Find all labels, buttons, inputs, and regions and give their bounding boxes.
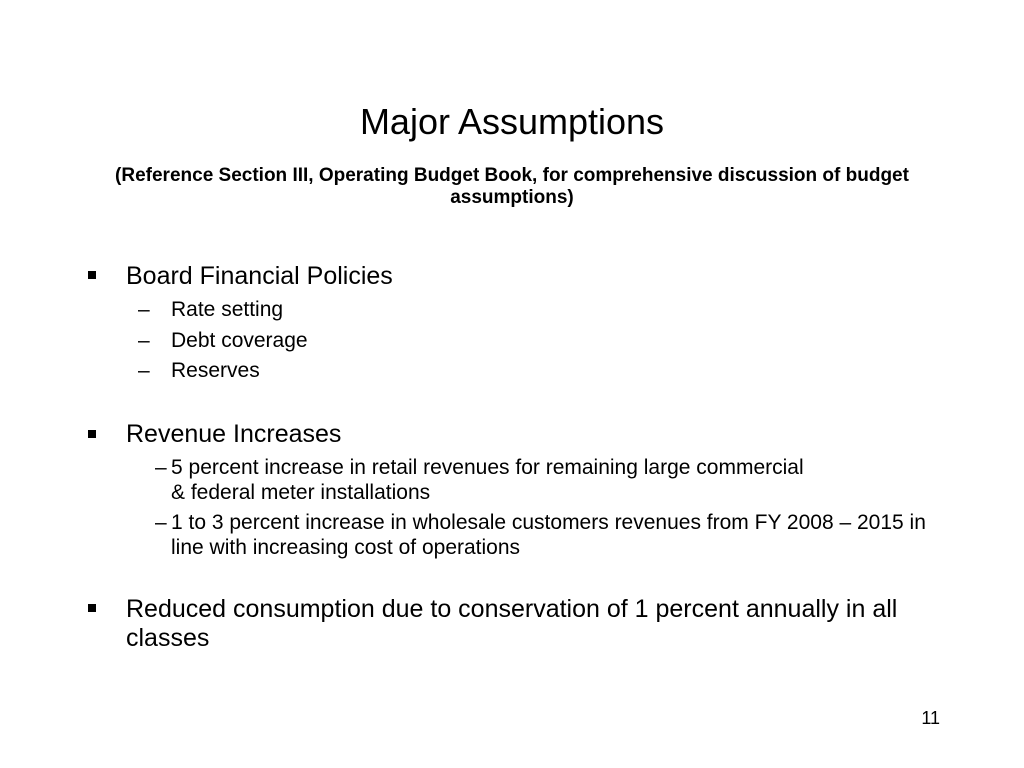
dash-bullet-icon: –	[155, 511, 167, 534]
dash-bullet-icon: –	[138, 298, 150, 321]
section-heading-board-financial-policies: Board Financial Policies	[126, 262, 393, 290]
square-bullet-icon	[88, 603, 98, 613]
section-heading-revenue-increases: Revenue Increases	[126, 420, 342, 448]
dash-bullet-icon: –	[138, 329, 150, 352]
list-item-wholesale-revenue-increase: 1 to 3 percent increase in wholesale customers revenues from FY 2008 – 2015 in line with increasing cost of operations	[171, 511, 926, 559]
page-number: 11	[921, 708, 940, 728]
list-item-rate-setting: Rate setting	[171, 298, 284, 321]
square-bullet-icon	[88, 270, 98, 280]
list-item-retail-revenue-increase: 5 percent increase in retail revenues for remaining large commercial & federal meter installations	[171, 456, 804, 504]
dash-bullet-icon: –	[138, 359, 150, 382]
list-item-debt-coverage: Debt coverage	[171, 329, 308, 352]
dash-bullet-icon: –	[155, 456, 167, 479]
square-bullet-icon	[88, 429, 98, 439]
list-item-reserves: Reserves	[171, 359, 260, 382]
slide-title: Major Assumptions	[359, 101, 665, 142]
section-heading-reduced-consumption: Reduced consumption due to conservation of 1 percent annually in all classes	[126, 595, 898, 652]
slide-subtitle: (Reference Section III, Operating Budget Book, for comprehensive discussion of budget assumptions)	[115, 165, 909, 208]
